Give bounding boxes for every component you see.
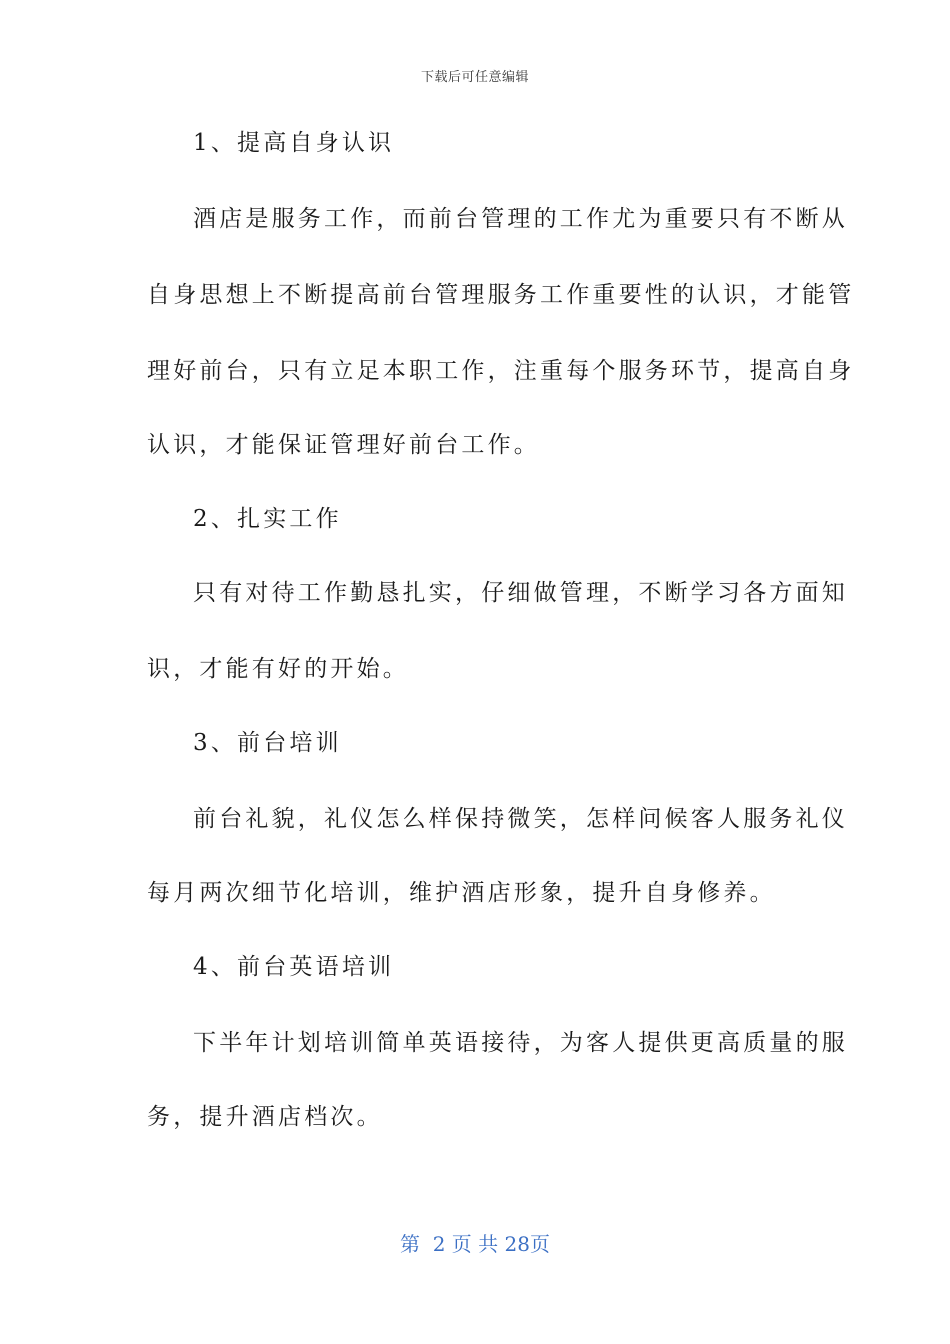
paragraph-line: 每月两次细节化培训，维护酒店形象，提升自身修养。: [147, 880, 776, 906]
section-heading-1: 1、提高自身认识: [193, 130, 395, 156]
paragraph-line: 酒店是服务工作，而前台管理的工作尤为重要只有不断从: [193, 206, 848, 232]
paragraph-line: 下半年计划培训简单英语接待，为客人提供更高质量的服: [193, 1030, 848, 1056]
paragraph-line: 自身思想上不断提高前台管理服务工作重要性的认识，才能管: [147, 282, 855, 308]
section-heading-4: 4、前台英语培训: [193, 954, 395, 980]
paragraph-line: 前台礼貌，礼仪怎么样保持微笑，怎样问候客人服务礼仪: [193, 806, 848, 832]
section-heading-3: 3、前台培训: [193, 730, 342, 756]
page-number-footer: 第 2 页 共 28页: [400, 1232, 550, 1256]
paragraph-line: 只有对待工作勤恳扎实，仔细做管理，不断学习各方面知: [193, 580, 848, 606]
paragraph-line: 理好前台，只有立足本职工作，注重每个服务环节，提高自身: [147, 358, 855, 384]
paragraph-line: 务，提升酒店档次。: [147, 1104, 383, 1130]
page-header: 下载后可任意编辑: [420, 70, 529, 85]
paragraph-line: 认识，才能保证管理好前台工作。: [147, 432, 540, 458]
paragraph-line: 识，才能有好的开始。: [147, 656, 409, 682]
section-heading-2: 2、扎实工作: [193, 506, 342, 532]
